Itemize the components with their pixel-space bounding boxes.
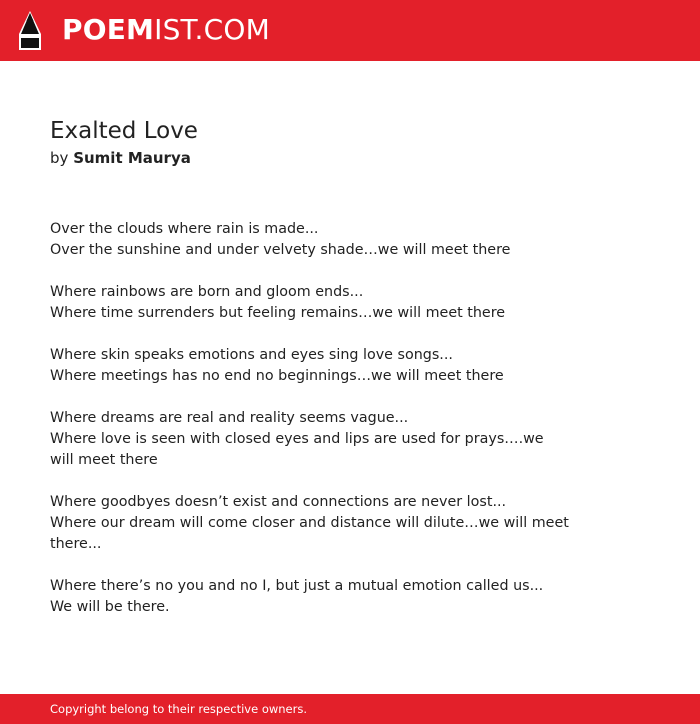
- author-name: Sumit Maurya: [73, 149, 191, 167]
- poem-line: Over the sunshine and under velvety shade…we will meet there: [50, 242, 511, 258]
- poem-line: Over the clouds where rain is made...: [50, 221, 319, 237]
- stanza: [50, 576, 570, 618]
- poem-line: Where there’s no you and no I, but just a mutual emotion called us...: [50, 578, 544, 594]
- site-footer: [0, 694, 700, 724]
- site-header: [0, 0, 700, 61]
- site-logo-text[interactable]: [62, 12, 270, 48]
- poem-line: Where love is seen with closed eyes and lips are used for prays….we will meet there: [50, 431, 544, 468]
- poem-line: Where rainbows are born and gloom ends...: [50, 284, 364, 300]
- poem-line: Where dreams are real and reality seems vague...: [50, 410, 409, 426]
- poem-line: Where skin speaks emotions and eyes sing love songs...: [50, 347, 453, 363]
- poem-body: [50, 219, 570, 618]
- poem-byline: [50, 147, 570, 169]
- stanza: [50, 282, 570, 324]
- poem-line: Where time surrenders but feeling remains…we will meet there: [50, 305, 506, 321]
- poem-title: Exalted Love: [50, 118, 198, 144]
- poem-line: Where our dream will come closer and distance will dilute…we will meet there...: [50, 515, 569, 552]
- poem-line: We will be there.: [50, 599, 170, 615]
- poem-content: [50, 116, 570, 639]
- brand-bold: POEM: [62, 13, 155, 46]
- poem-line: Where meetings has no end no beginnings…we will meet there: [50, 368, 504, 384]
- stanza: [50, 345, 570, 387]
- brand-light: IST.COM: [154, 13, 270, 46]
- pencil-icon[interactable]: [18, 10, 42, 51]
- poem-line: Where goodbyes doesn’t exist and connections are never lost...: [50, 494, 507, 510]
- by-label: by: [50, 149, 69, 167]
- stanza: [50, 408, 570, 471]
- stanza: [50, 219, 570, 261]
- copyright-text: Copyright belong to their respective owners.: [50, 702, 308, 716]
- stanza: [50, 492, 570, 555]
